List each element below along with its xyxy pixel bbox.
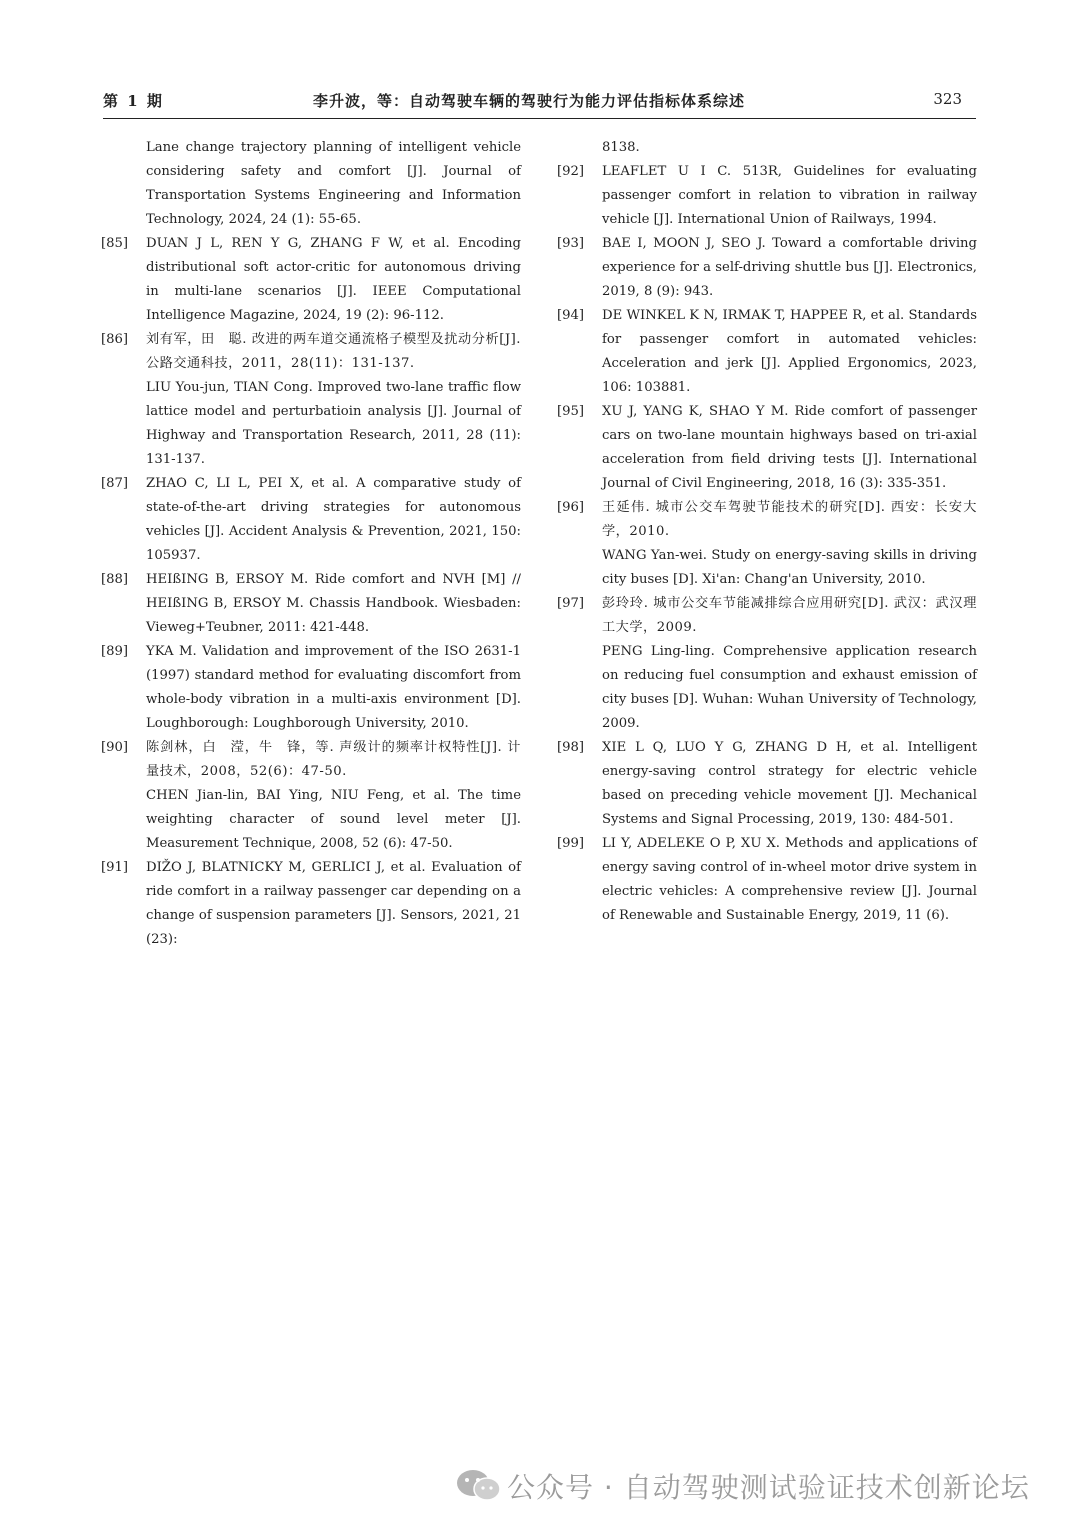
running-title: 李升波，等：自动驾驶车辆的驾驶行为能力评估指标体系综述 bbox=[313, 92, 746, 110]
reference-item bbox=[101, 568, 521, 640]
watermark bbox=[455, 1464, 1055, 1506]
reference-text: XU J, YANG K, SHAO Y M. Ride comfort of passenger cars on two-lane mountain highways based on tri-axial acceleration from field driving tests [J]. International Journal of Civil Engineering, 2018, 16 (3): 335-351. bbox=[602, 404, 977, 491]
reference-text-chinese: 彭玲玲. 城市公交车节能减排综合应用研究[D]. 武汉：武汉理工大学，2009. bbox=[602, 596, 977, 635]
reference-text: LI Y, ADELEKE O P, XU X. Methods and applications of energy saving control of in-wheel motor drive system in electric vehicles: A comprehensive review [J]. Journal of Renewable and Sustainable Energy, 2019, 11 (6). bbox=[602, 836, 977, 923]
reference-text: LEAFLET U I C. 513R, Guidelines for evaluating passenger comfort in relation to vibration in railway vehicle [J]. International Union of Railways, 1994. bbox=[602, 164, 977, 227]
reference-text: HEIßING B, ERSOY M. Ride comfort and NVH [M] // HEIßING B, ERSOY M. Chassis Handbook. Wiesbaden: Vieweg+Teubner, 2011: 421-448. bbox=[146, 572, 521, 635]
reference-item bbox=[101, 472, 521, 568]
reference-item bbox=[557, 832, 977, 928]
reference-text-english: WANG Yan-wei. Study on energy-saving skills in driving city buses [D]. Xi'an: Chang'an University, 2010. bbox=[602, 548, 977, 587]
reference-number: [87] bbox=[101, 476, 129, 491]
reference-item bbox=[557, 136, 977, 160]
reference-number: [92] bbox=[557, 164, 585, 179]
reference-column-right bbox=[557, 136, 977, 928]
watermark-text: 公众号 · 自动驾驶测试验证技术创新论坛 bbox=[507, 1471, 1030, 1504]
wechat-icon bbox=[455, 1468, 503, 1502]
reference-number: [86] bbox=[101, 332, 129, 347]
page-number: 323 bbox=[933, 90, 962, 108]
reference-text: 8138. bbox=[602, 140, 640, 155]
reference-item bbox=[101, 640, 521, 736]
reference-number: [89] bbox=[101, 644, 129, 659]
reference-number: [96] bbox=[557, 500, 585, 515]
reference-text: DUAN J L, REN Y G, ZHANG F W, et al. Encoding distributional soft actor-critic for autonomous driving in multi-lane scenarios [J]. IEEE Computational Intelligence Magazine, 2024, 19 (2): 96-112. bbox=[146, 236, 521, 323]
reference-text: BAE I, MOON J, SEO J. Toward a comfortable driving experience for a self-driving shuttle bus [J]. Electronics, 2019, 8 (9): 943. bbox=[602, 236, 977, 299]
reference-text-chinese: 王延伟. 城市公交车驾驶节能技术的研究[D]. 西安：长安大学，2010. bbox=[602, 500, 977, 539]
reference-number: [91] bbox=[101, 860, 129, 875]
reference-number: [97] bbox=[557, 596, 585, 611]
reference-text-english: PENG Ling-ling. Comprehensive application research on reducing fuel consumption and exhaust emission of city buses [D]. Wuhan: Wuhan University of Technology, 2009. bbox=[602, 644, 977, 731]
reference-item bbox=[101, 856, 521, 952]
reference-text-chinese: 刘有军，田 聪. 改进的两车道交通流格子模型及扰动分析[J]. 公路交通科技，2011，28(11)：131-137. bbox=[146, 332, 521, 371]
reference-item bbox=[557, 592, 977, 736]
reference-number: [93] bbox=[557, 236, 585, 251]
reference-text: YKA M. Validation and improvement of the ISO 2631-1 (1997) standard method for evaluating discomfort from whole-body vibration in a multi-axis environment [D]. Loughborough: Loughborough University, 2010. bbox=[146, 644, 521, 731]
issue-number: 第 1 期 bbox=[103, 92, 164, 110]
reference-number: [94] bbox=[557, 308, 585, 323]
reference-item bbox=[557, 736, 977, 832]
reference-number: [85] bbox=[101, 236, 129, 251]
reference-number: [90] bbox=[101, 740, 129, 755]
reference-item bbox=[101, 736, 521, 856]
reference-item bbox=[557, 400, 977, 496]
reference-text-chinese: 陈剑林，白 滢，牛 锋，等. 声级计的频率计权特性[J]. 计量技术，2008，52(6)：47-50. bbox=[146, 740, 521, 779]
reference-text: DIŽO J, BLATNICKY M, GERLICI J, et al. Evaluation of ride comfort in a railway passenger car depending on a change of suspension parameters [J]. Sensors, 2021, 21 (23): bbox=[146, 860, 521, 947]
reference-number: [88] bbox=[101, 572, 129, 587]
reference-text-english: LIU You-jun, TIAN Cong. Improved two-lane traffic flow lattice model and perturbatioin analysis [J]. Journal of Highway and Transportation Research, 2011, 28 (11): 131-137. bbox=[146, 380, 521, 467]
reference-text: XIE L Q, LUO Y G, ZHANG D H, et al. Intelligent energy-saving control strategy for electric vehicle based on preceding vehicle movement [J]. Mechanical Systems and Signal Processing, 2019, 130: 484-501. bbox=[602, 740, 977, 827]
reference-column-left bbox=[101, 136, 521, 952]
running-header bbox=[103, 86, 976, 116]
reference-item bbox=[101, 328, 521, 472]
reference-text-english: CHEN Jian-lin, BAI Ying, NIU Feng, et al. The time weighting character of sound level meter [J]. Measurement Technique, 2008, 52 (6): 47-50. bbox=[146, 788, 521, 851]
reference-item bbox=[557, 496, 977, 592]
reference-item bbox=[557, 304, 977, 400]
reference-text: Lane change trajectory planning of intelligent vehicle considering safety and comfort [J]. Journal of Transportation Systems Engineering and Information Technology, 2024, 24 (1): 55-65. bbox=[146, 140, 521, 227]
reference-item bbox=[557, 160, 977, 232]
header-rule bbox=[103, 118, 976, 119]
reference-number: [95] bbox=[557, 404, 585, 419]
reference-item bbox=[557, 232, 977, 304]
reference-number: [98] bbox=[557, 740, 585, 755]
reference-text: DE WINKEL K N, IRMAK T, HAPPEE R, et al. Standards for passenger comfort in automated vehicles: Acceleration and jerk [J]. Applied Ergonomics, 2023, 106: 103881. bbox=[602, 308, 977, 395]
reference-number: [99] bbox=[557, 836, 585, 851]
reference-item bbox=[101, 136, 521, 232]
reference-item bbox=[101, 232, 521, 328]
reference-text: ZHAO C, LI L, PEI X, et al. A comparative study of state-of-the-art driving strategies for autonomous vehicles [J]. Accident Analysis & Prevention, 2021, 150: 105937. bbox=[146, 476, 521, 563]
